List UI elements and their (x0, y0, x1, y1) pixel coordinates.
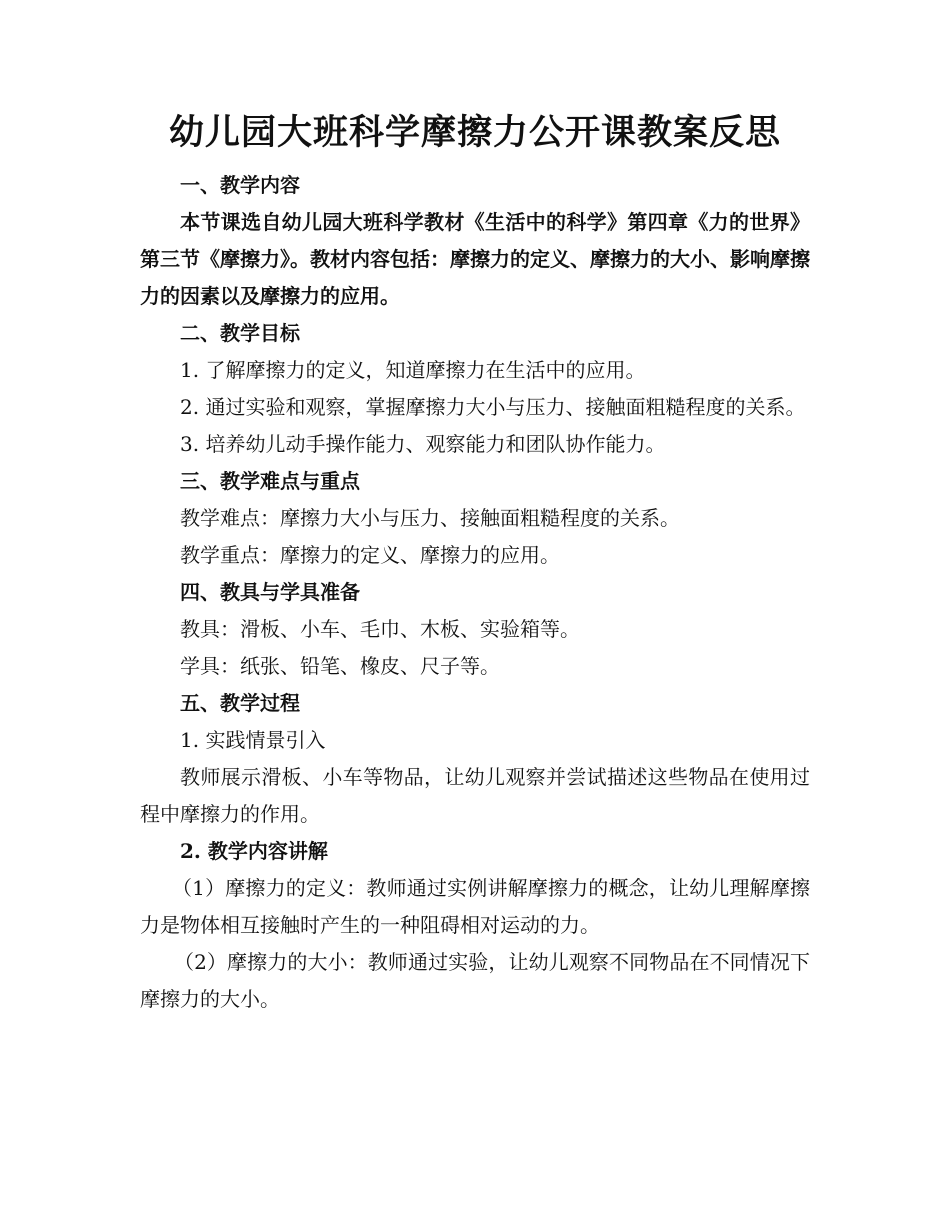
teaching-tools-text: 教具：滑板、小车、毛巾、木板、实验箱等。 (180, 617, 580, 641)
process-step-2-item-2: （2）摩擦力的大小：教师通过实验，让幼儿观察不同物品在不同情况下摩擦力的大小。 (140, 950, 810, 1011)
section-heading-goals: 二、教学目标 (180, 321, 300, 345)
goal-item-3: 3. 培养幼儿动手操作能力、观察能力和团队协作能力。 (180, 432, 666, 456)
paragraph-content-intro: 本节课选自幼儿园大班科学教材《生活中的科学》第四章《力的世界》第三节《摩擦力》。教材内容包括：摩擦力的定义、摩擦力的大小、影响摩擦力的因素以及摩擦力的应用。 (140, 210, 810, 308)
goal-item-1: 1. 了解摩擦力的定义，知道摩擦力在生活中的应用。 (180, 358, 646, 382)
section-heading-process: 五、教学过程 (180, 691, 300, 715)
process-step-2-heading: 2. 教学内容讲解 (180, 839, 328, 863)
document-title: 幼儿园大班科学摩擦力公开课教案反思 (168, 112, 781, 153)
section-heading-content: 一、教学内容 (180, 173, 300, 197)
document-body (140, 167, 810, 1018)
process-step-1-text: 教师展示滑板、小车等物品，让幼儿观察并尝试描述这些物品在使用过程中摩擦力的作用。 (140, 765, 810, 826)
difficulty-text: 教学难点：摩擦力大小与压力、接触面粗糙程度的关系。 (180, 506, 680, 530)
student-tools-text: 学具：纸张、铅笔、橡皮、尺子等。 (180, 654, 500, 678)
process-step-1-heading: 1. 实践情景引入 (180, 728, 326, 752)
process-step-2-item-1: （1）摩擦力的定义：教师通过实例讲解摩擦力的概念，让幼儿理解摩擦力是物体相互接触时产生的一种阻碍相对运动的力。 (140, 876, 810, 937)
section-heading-key-points: 三、教学难点与重点 (180, 469, 360, 493)
section-heading-materials: 四、教具与学具准备 (180, 580, 360, 604)
key-point-text: 教学重点：摩擦力的定义、摩擦力的应用。 (180, 543, 560, 567)
goal-item-2: 2. 通过实验和观察，掌握摩擦力大小与压力、接触面粗糙程度的关系。 (180, 395, 806, 419)
